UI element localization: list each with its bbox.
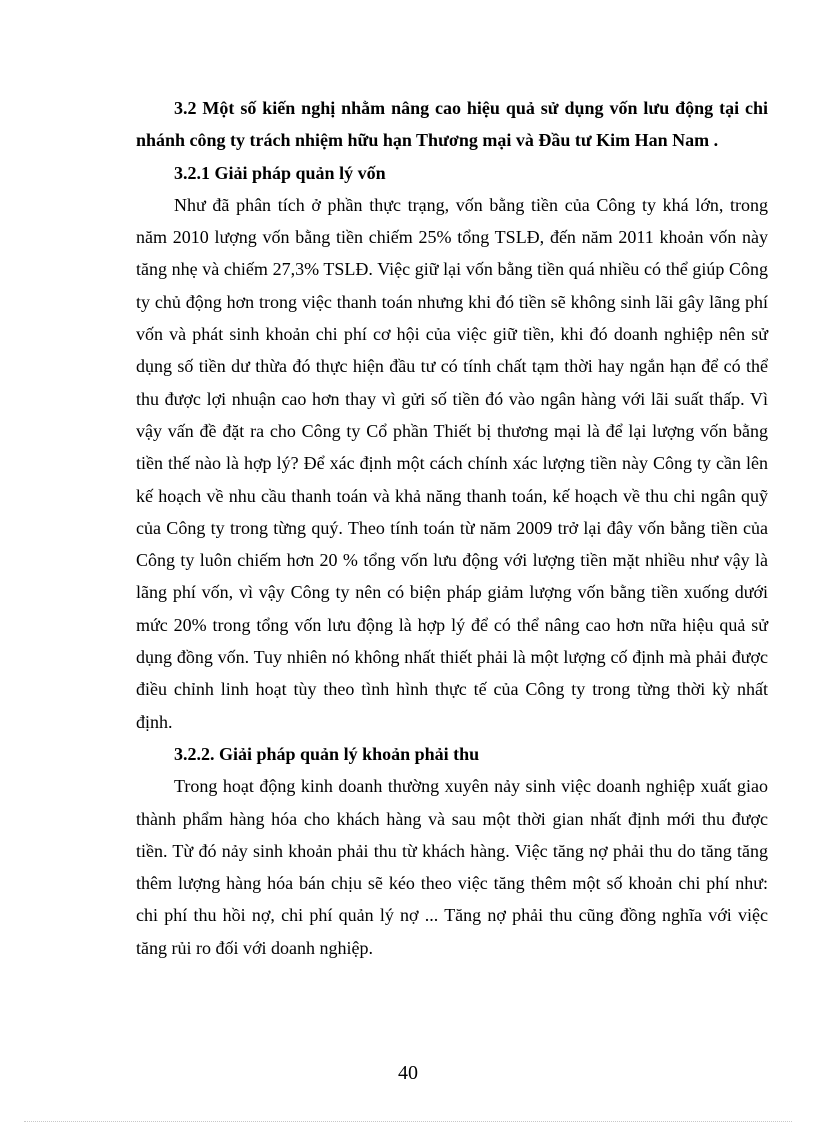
subsection-2-paragraph: Trong hoạt động kinh doanh thường xuyên nảy sinh việc doanh nghiệp xuất giao thành phẩm hàng hóa cho khách hàng và sau một thời gian nhất định mới thu được tiền. Từ đó nảy sinh khoản phải thu từ khách hàng. Việc tăng nợ phải thu do tăng tăng thêm lượng hàng hóa bán chịu sẽ kéo theo việc tăng thêm một số khoản chi phí như: chi phí thu hồi nợ, chi phí quản lý nợ ... Tăng nợ phải thu cũng đồng nghĩa với việc tăng rủi ro đối với doanh nghiệp. [136,776,768,958]
page-content [136,92,768,964]
section-title: 3.2 Một số kiến nghị nhằm nâng cao hiệu quả sử dụng vốn lưu động tại chi nhánh công ty trách nhiệm hữu hạn Thương mại và Đầu tư Kim Han Nam . [136,98,768,151]
subsection-2-title: 3.2.2. Giải pháp quản lý khoản phải thu [174,743,480,764]
subsection-1-title: 3.2.1 Giải pháp quản lý vốn [174,162,386,183]
subsection-1-paragraph: Như đã phân tích ở phần thực trạng, vốn bằng tiền của Công ty khá lớn, trong năm 2010 lượng vốn bằng tiền chiếm 25% tổng TSLĐ, đến năm 2011 khoản vốn này tăng nhẹ và chiếm 27,3% TSLĐ. Việc giữ lại vốn bằng tiền quá nhiều có thể giúp Công ty chủ động hơn trong việc thanh toán nhưng khi đó tiền sẽ không sinh lãi gây lãng phí vốn và phát sinh khoản chi phí cơ hội của việc giữ tiền, khi đó doanh nghiệp nên sử dụng số tiền dư thừa đó thực hiện đầu tư có tính chất tạm thời hay ngắn hạn để có thể thu được lợi nhuận cao hơn thay vì gửi số tiền đó vào ngân hàng với lãi suất thấp. Vì vậy vấn đề đặt ra cho Công ty Cổ phần Thiết bị thương mại là để lại lượng vốn bằng tiền thế nào là hợp lý? Để xác định một cách chính xác lượng tiền này Công ty cần lên kế hoạch về nhu cầu thanh toán và khả năng thanh toán, kế hoạch về thu chi ngân quỹ của Công ty trong từng quý. Theo tính toán từ năm 2009 trở lại đây vốn bằng tiền của Công ty luôn chiếm hơn 20 % tổng vốn lưu động với lượng tiền mặt nhiều như vậy là lãng phí vốn, vì vậy Công ty nên có biện pháp giảm lượng vốn bằng tiền xuống dưới mức 20% trong tổng vốn lưu động là hợp lý để có thể nâng cao hơn nữa hiệu quả sử dụng đồng vốn. Tuy nhiên nó không nhất thiết phải là một lượng cố định mà phải được điều chỉnh linh hoạt tùy theo tình hình thực tế của Công ty trong từng thời kỳ nhất định. [136,194,768,732]
page-number: 40 [398,1062,418,1084]
page-bottom-border [24,1121,792,1122]
